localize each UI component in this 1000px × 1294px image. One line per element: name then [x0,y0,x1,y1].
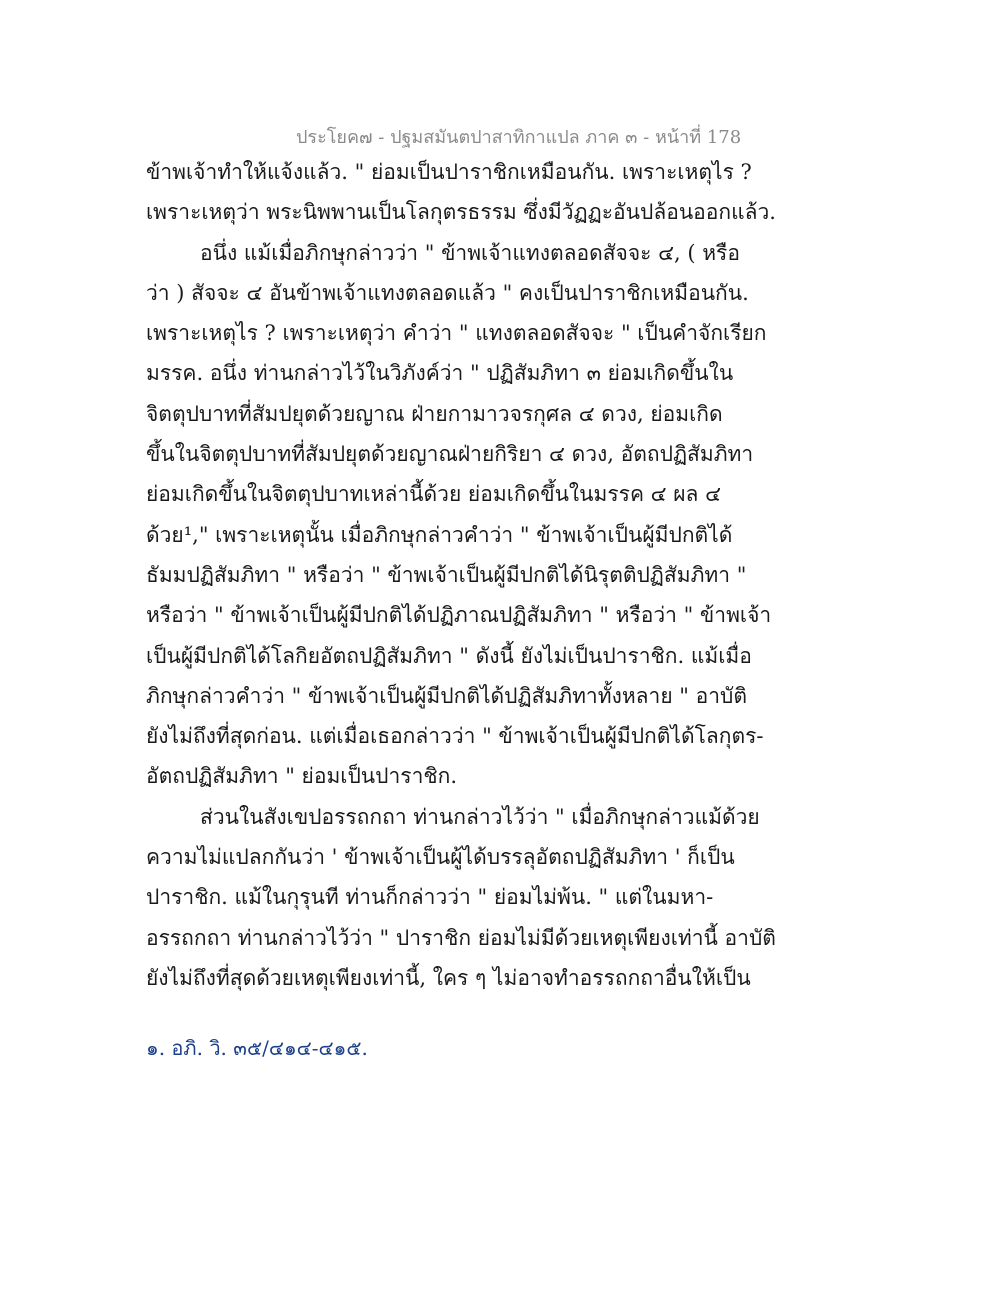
text-line: ด้วย¹," เพราะเหตุนั้น เมื่อภิกษุกล่าวคำว่า " ข้าพเจ้าเป็นผู้มีปกติได้ [146,522,733,547]
text-line: ภิกษุกล่าวคำว่า " ข้าพเจ้าเป็นผู้มีปกติได้ปฏิสัมภิทาทั้งหลาย " อาบัติ [146,683,748,708]
page-header: ประโยค๗ - ปฐมสมันตปาสาทิกาแปล ภาค ๓ - หน้าที่ 178 [296,127,742,148]
text-line: หรือว่า " ข้าพเจ้าเป็นผู้มีปกติได้ปฏิภาณปฏิสัมภิทา " หรือว่า " ข้าพเจ้า [146,603,772,628]
text-line: ความไม่แปลกกันว่า ' ข้าพเจ้าเป็นผู้ได้บรรลุอัตถปฏิสัมภิทา ' ก็เป็น [146,845,735,870]
text-line: อรรถกถา ท่านกล่าวไว้ว่า " ปาราชิก ย่อมไม่มีด้วยเหตุเพียงเท่านี้ อาบัติ [146,925,776,950]
text-line: ยังไม่ถึงที่สุดด้วยเหตุเพียงเท่านี้, ใคร ๆ ไม่อาจทำอรรถกถาอื่นให้เป็น [146,965,751,990]
paragraph-start-line: อนึ่ง แม้เมื่อภิกษุกล่าวว่า " ข้าพเจ้าแทงตลอดสัจจะ ๔, ( หรือ [200,240,740,265]
text-line: ธัมมปฏิสัมภิทา " หรือว่า " ข้าพเจ้าเป็นผู้มีปกติได้นิรุตติปฏิสัมภิทา " [146,562,747,587]
footnote: ๑. อภิ. วิ. ๓๕/๔๑๔-๔๑๕. [146,1036,368,1060]
text-line: เพราะเหตุไร ? เพราะเหตุว่า คำว่า " แทงตลอดสัจจะ " เป็นคำจักเรียก [146,321,767,346]
text-line: ย่อมเกิดขึ้นในจิตตุปบาทเหล่านี้ด้วย ย่อมเกิดขึ้นในมรรค ๔ ผล ๔ [146,482,721,507]
text-line: เป็นผู้มีปกติได้โลกิยอัตถปฏิสัมภิทา " ดังนี้ ยังไม่เป็นปาราชิก. แม้เมื่อ [146,643,752,668]
text-line: เพราะเหตุว่า พระนิพพานเป็นโลกุตรธรรม ซึ่งมีวัฏฏะอันปล้อนออกแล้ว. [146,200,776,225]
text-line: อัตถปฏิสัมภิทา " ย่อมเป็นปาราชิก. [146,764,458,789]
body-text [146,152,776,998]
paragraph-start-line: ส่วนในสังเขปอรรถกถา ท่านกล่าวไว้ว่า " เมื่อภิกษุกล่าวแม้ด้วย [200,804,760,829]
text-line: มรรค. อนึ่ง ท่านกล่าวไว้ในวิภังค์ว่า " ปฏิสัมภิทา ๓ ย่อมเกิดขึ้นใน [146,361,734,386]
text-line: ขึ้นในจิตตุปบาทที่สัมปยุตด้วยญาณฝ่ายกิริยา ๔ ดวง, อัตถปฏิสัมภิทา [146,442,754,467]
text-line: ว่า ) สัจจะ ๔ อันข้าพเจ้าแทงตลอดแล้ว " คงเป็นปาราชิกเหมือนกัน. [146,280,749,305]
text-line: จิตตุปบาทที่สัมปยุตด้วยญาณ ฝ่ายกามาวจรกุศล ๔ ดวง, ย่อมเกิด [146,401,723,426]
text-line: ยังไม่ถึงที่สุดก่อน. แต่เมื่อเธอกล่าวว่า " ข้าพเจ้าเป็นผู้มีปกติได้โลกุตร- [146,724,764,749]
text-line: ปาราชิก. แม้ในกุรุนที ท่านก็กล่าวว่า " ย่อมไม่พ้น. " แต่ในมหา- [146,885,714,910]
text-line: ข้าพเจ้าทำให้แจ้งแล้ว. " ย่อมเป็นปาราชิกเหมือนกัน. เพราะเหตุไร ? [146,160,752,184]
